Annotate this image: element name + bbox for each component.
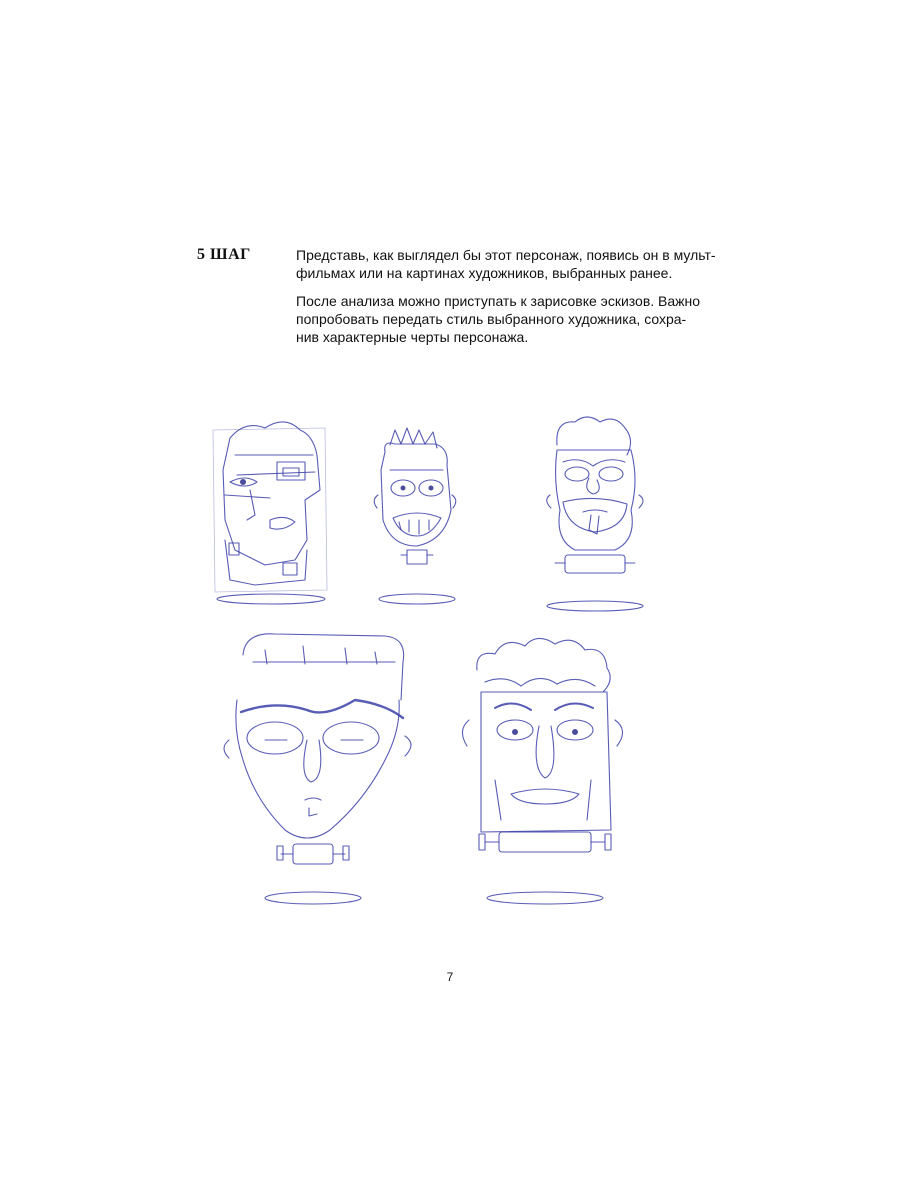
paragraph-2 [296, 292, 701, 346]
paragraph-2-line-2: попробовать передать стиль выбранного художника, сохра- [296, 311, 687, 327]
sketch-square-head [462, 638, 622, 904]
sketch-long-face [224, 634, 411, 904]
paragraph-2-line-1: После анализа можно приступать к зарисовке эскизов. Важно [296, 293, 701, 309]
sketch-heavy-lid-head [547, 417, 643, 611]
paragraph-1-line-1: Представь, как выглядел бы этот персонаж, появись он в мульт- [296, 247, 716, 263]
character-sketches [195, 400, 675, 920]
paragraph-2-line-3: нив характерные черты персонажа. [296, 329, 529, 345]
paragraph-1 [296, 246, 716, 282]
sketch-cubist-head [213, 422, 327, 604]
page-number: 7 [446, 970, 454, 984]
paragraph-1-line-2: фильмах или на картинах художников, выбранных ранее. [296, 265, 673, 281]
step-label: 5 ШАГ [197, 246, 251, 263]
step-description [296, 246, 716, 356]
sketch-cartoon-head [374, 428, 456, 604]
